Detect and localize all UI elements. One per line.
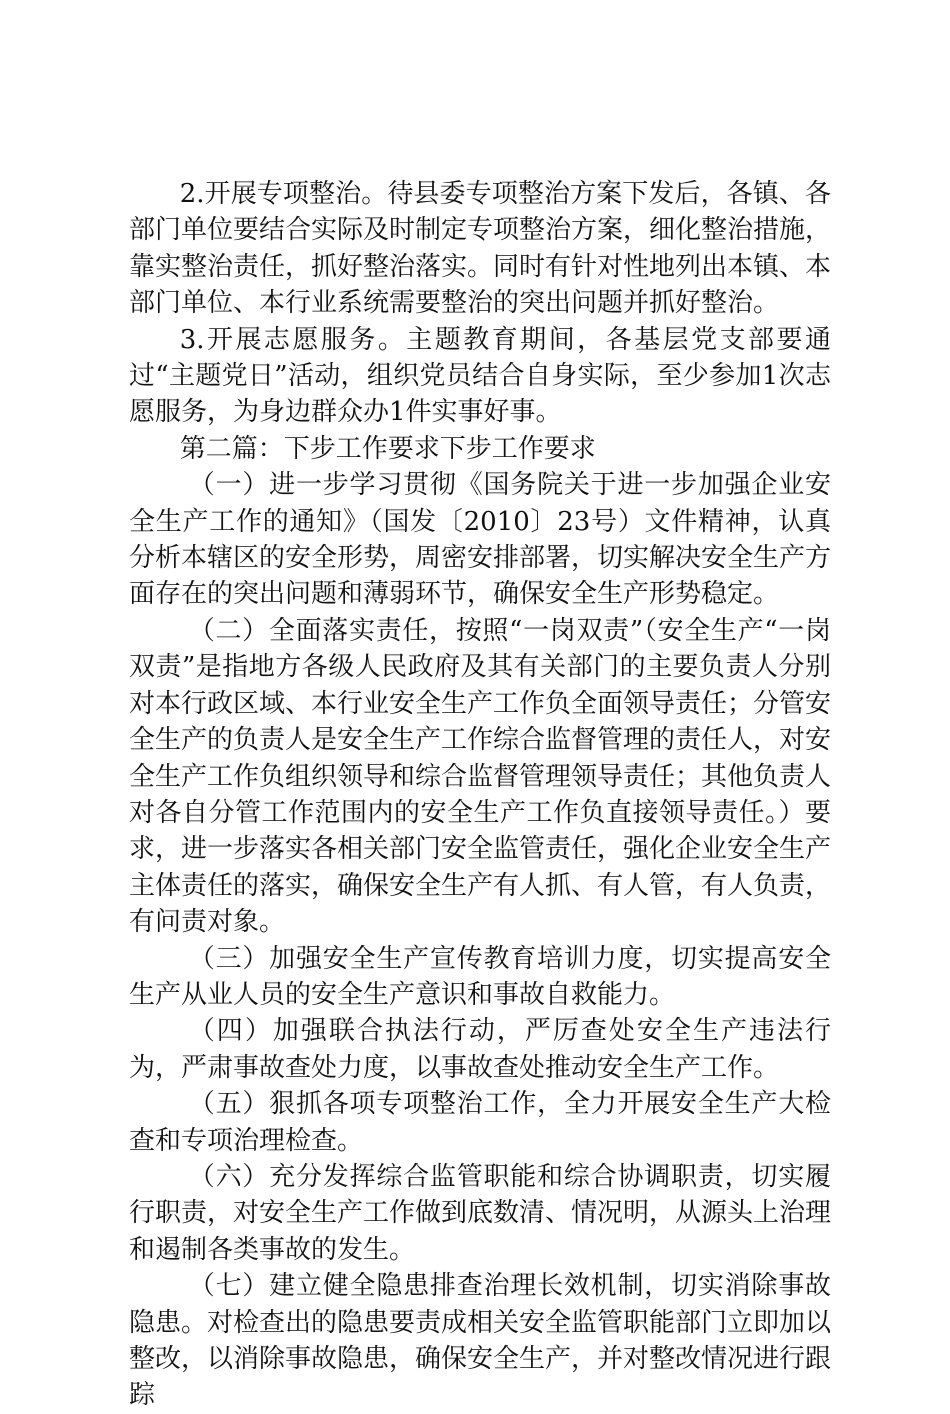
paragraph-item-7: （七）建立健全隐患排查治理长效机制，切实消除事故隐患。对检查出的隐患要责成相关安全监管职能部门立即加以整改，以消除事故隐患，确保安全生产，并对整改情况进行跟踪 [129, 1271, 832, 1411]
paragraph-item-4: （四）加强联合执法行动，严厉查处安全生产违法行为，严肃事故查处力度，以事故查处推动安全生产工作。 [129, 1016, 831, 1083]
document-body [129, 176, 831, 1414]
paragraph-volunteer-service: 3.开展志愿服务。主题教育期间，各基层党支部要通过“主题党日”活动，组织党员结合自身实际，至少参加1次志愿服务，为身边群众办1件实事好事。 [129, 324, 831, 428]
paragraph-special-rectification: 2.开展专项整治。待县委专项整治方案下发后，各镇、各部门单位要结合实际及时制定专项整治方案，细化整治措施，靠实整治责任，抓好整治落实。同时有针对性地列出本镇、本部门单位、本行业系统需要整治的突出问题并抓好整治。 [129, 179, 832, 319]
paragraph-item-2: （二）全面落实责任，按照“一岗双责”（安全生产“一岗双责”是指地方各级人民政府及其有关部门的主要负责人分别对本行政区域、本行业安全生产工作负全面领导责任；分管安全生产的负责人是安全生产工作综合监督管理的责任人，对安全生产工作负组织领导和综合监督管理领导责任；其他负责人对各自分管工作范围内的安全生产工作负直接领导责任。）要求，进一步落实各相关部门安全监管责任，强化企业安全生产主体责任的落实，确保安全生产有人抓、有人管，有人负责，有问责对象。 [129, 615, 832, 938]
paragraph-item-6: （六）充分发挥综合监管职能和综合协调职责，切实履行职责，对安全生产工作做到底数清、情况明，从源头上治理和遏制各类事故的发生。 [129, 1161, 832, 1265]
section-heading-second-part: 第二篇：下步工作要求下步工作要求 [179, 433, 596, 464]
paragraph-item-1: （一）进一步学习贯彻《国务院关于进一步加强企业安全生产工作的通知》（国发〔2010〕23号）文件精神，认真分析本辖区的安全形势，周密安排部署，切实解决安全生产方面存在的突出问题和薄弱环节，确保安全生产形势稳定。 [129, 470, 832, 610]
paragraph-item-5: （五）狠抓各项专项整治工作，全力开展安全生产大检查和专项治理检查。 [129, 1089, 831, 1156]
paragraph-item-3: （三）加强安全生产宣传教育培训力度，切实提高安全生产从业人员的安全生产意识和事故自救能力。 [129, 943, 831, 1010]
